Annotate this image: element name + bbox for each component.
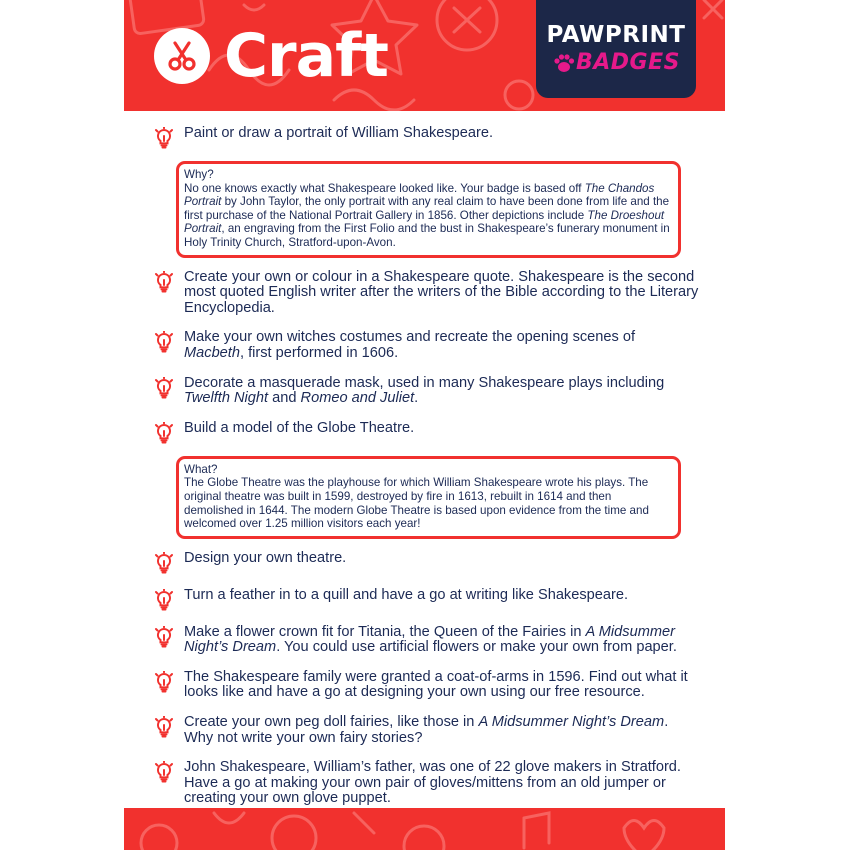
lightbulb-icon <box>154 552 174 574</box>
activity-item <box>154 625 699 656</box>
italic-title: A Midsummer Night’s Dream <box>184 623 675 656</box>
lightbulb-icon <box>154 331 174 353</box>
text-run: , first performed in 1606. <box>239 344 399 361</box>
title-group <box>154 21 388 91</box>
activity-text <box>184 421 414 437</box>
activity-text <box>184 670 699 701</box>
text-run: John Shakespeare, William’s father, was one of 22 glove makers in Stratford. Have a go at making your own pair of gloves/mittens from an old jumper or creating your own glove puppet. <box>184 759 681 807</box>
lightbulb-icon <box>154 127 174 149</box>
lightbulb-icon <box>154 377 174 399</box>
activity-item <box>154 421 699 444</box>
italic-title: Romeo and Juliet <box>300 390 415 407</box>
activity-item <box>154 126 699 149</box>
text-run: Make a flower crown fit for Titania, the Queen of the Fairies in <box>184 623 586 640</box>
activity-item <box>154 330 699 361</box>
lightbulb-icon <box>154 671 174 693</box>
activity-text <box>184 760 699 807</box>
activity-text <box>184 625 699 656</box>
text-run: The Globe Theatre was the playhouse for which William Shakespeare wrote his plays. The original theatre was built in 1599, destroyed by fire in 1613, rebuilt in 1614 and then demolished in 1644. The modern Globe Theatre is based upon evidence from the time and welcomed over 1.25 million visitors each year! <box>184 476 649 531</box>
text-run: by John Taylor, the only portrait with any real claim to have been done from life and the first purchase of the National Portrait Gallery in 1856. Other depictions include <box>184 195 670 222</box>
activity-text <box>184 270 699 317</box>
activity-list <box>154 126 699 821</box>
scissors-icon <box>154 28 210 84</box>
activity-item <box>154 270 699 317</box>
activity-item <box>154 588 699 611</box>
note-heading: Why? <box>184 168 214 181</box>
activity-item <box>154 551 699 574</box>
lightbulb-icon <box>154 761 174 783</box>
lightbulb-icon <box>154 626 174 648</box>
italic-title: Macbeth <box>184 344 240 361</box>
text-run: Design your own theatre. <box>184 549 347 566</box>
lightbulb-icon <box>154 271 174 293</box>
text-run: Create your own peg doll fairies, like those in <box>184 714 479 731</box>
activity-text <box>184 715 699 746</box>
activity-item <box>154 715 699 746</box>
text-run: Create your own or colour in a Shakespeare quote. Shakespeare is the second most quoted English writer after the writers of the Bible according to the Literary Encyclopedia. <box>184 268 699 316</box>
activity-text <box>184 551 346 567</box>
italic-title: The Droeshout Portrait <box>184 208 665 236</box>
text-run: , an engraving from the First Folio and the bust in Shakespeare’s funerary monument in Holy Trinity Church, Stratford-upon-Avon. <box>184 222 670 249</box>
note-body <box>184 182 672 250</box>
logo-line1: PAWPRINT <box>546 21 686 48</box>
activity-text <box>184 588 628 604</box>
text-run: . Why not write your own fairy stories? <box>184 714 669 746</box>
lightbulb-icon <box>154 422 174 444</box>
text-run: Paint or draw a portrait of William Shakespeare. <box>184 125 494 141</box>
info-note-box <box>176 161 681 258</box>
lightbulb-icon <box>154 589 174 611</box>
italic-title: The Chandos Portrait <box>184 181 655 209</box>
activity-text <box>184 330 699 361</box>
activity-item <box>154 760 699 807</box>
italic-title: A Midsummer Night’s Dream <box>478 714 665 731</box>
text-run: and <box>268 390 301 407</box>
info-note-box <box>176 456 681 539</box>
logo-line2: BADGES <box>576 50 680 76</box>
note-heading: What? <box>184 462 218 476</box>
text-run: Turn a feather in to a quill and have a go at writing like Shakespeare. <box>184 586 629 603</box>
pawprint-badges-logo <box>536 0 696 98</box>
text-run: Decorate a masquerade mask, used in many Shakespeare plays including <box>184 374 665 391</box>
paw-icon <box>552 53 576 73</box>
logo-line2-wrap <box>552 50 680 75</box>
footer-banner <box>124 808 725 850</box>
text-run: The Shakespeare family were granted a coat-of-arms in 1596. Find out what it looks like and have a go at designing your own using our free resource. <box>184 668 688 701</box>
header-banner <box>124 0 725 111</box>
activity-text <box>184 376 699 407</box>
page-title: Craft <box>224 21 388 91</box>
lightbulb-icon <box>154 716 174 738</box>
activity-item <box>154 670 699 701</box>
text-run: Make your own witches costumes and recreate the opening scenes of <box>184 329 636 346</box>
italic-title: Twelfth Night <box>184 390 269 407</box>
activity-text <box>184 126 493 142</box>
text-run: . <box>414 390 419 407</box>
activity-sheet <box>124 0 725 850</box>
activity-item <box>154 376 699 407</box>
text-run: Build a model of the Globe Theatre. <box>184 419 415 436</box>
text-run: . You could use artificial flowers or make your own from paper. <box>276 639 677 656</box>
note-body <box>184 476 672 530</box>
doodle-pattern-footer <box>124 808 725 850</box>
text-run: No one knows exactly what Shakespeare looked like. Your badge is based off <box>184 181 585 195</box>
